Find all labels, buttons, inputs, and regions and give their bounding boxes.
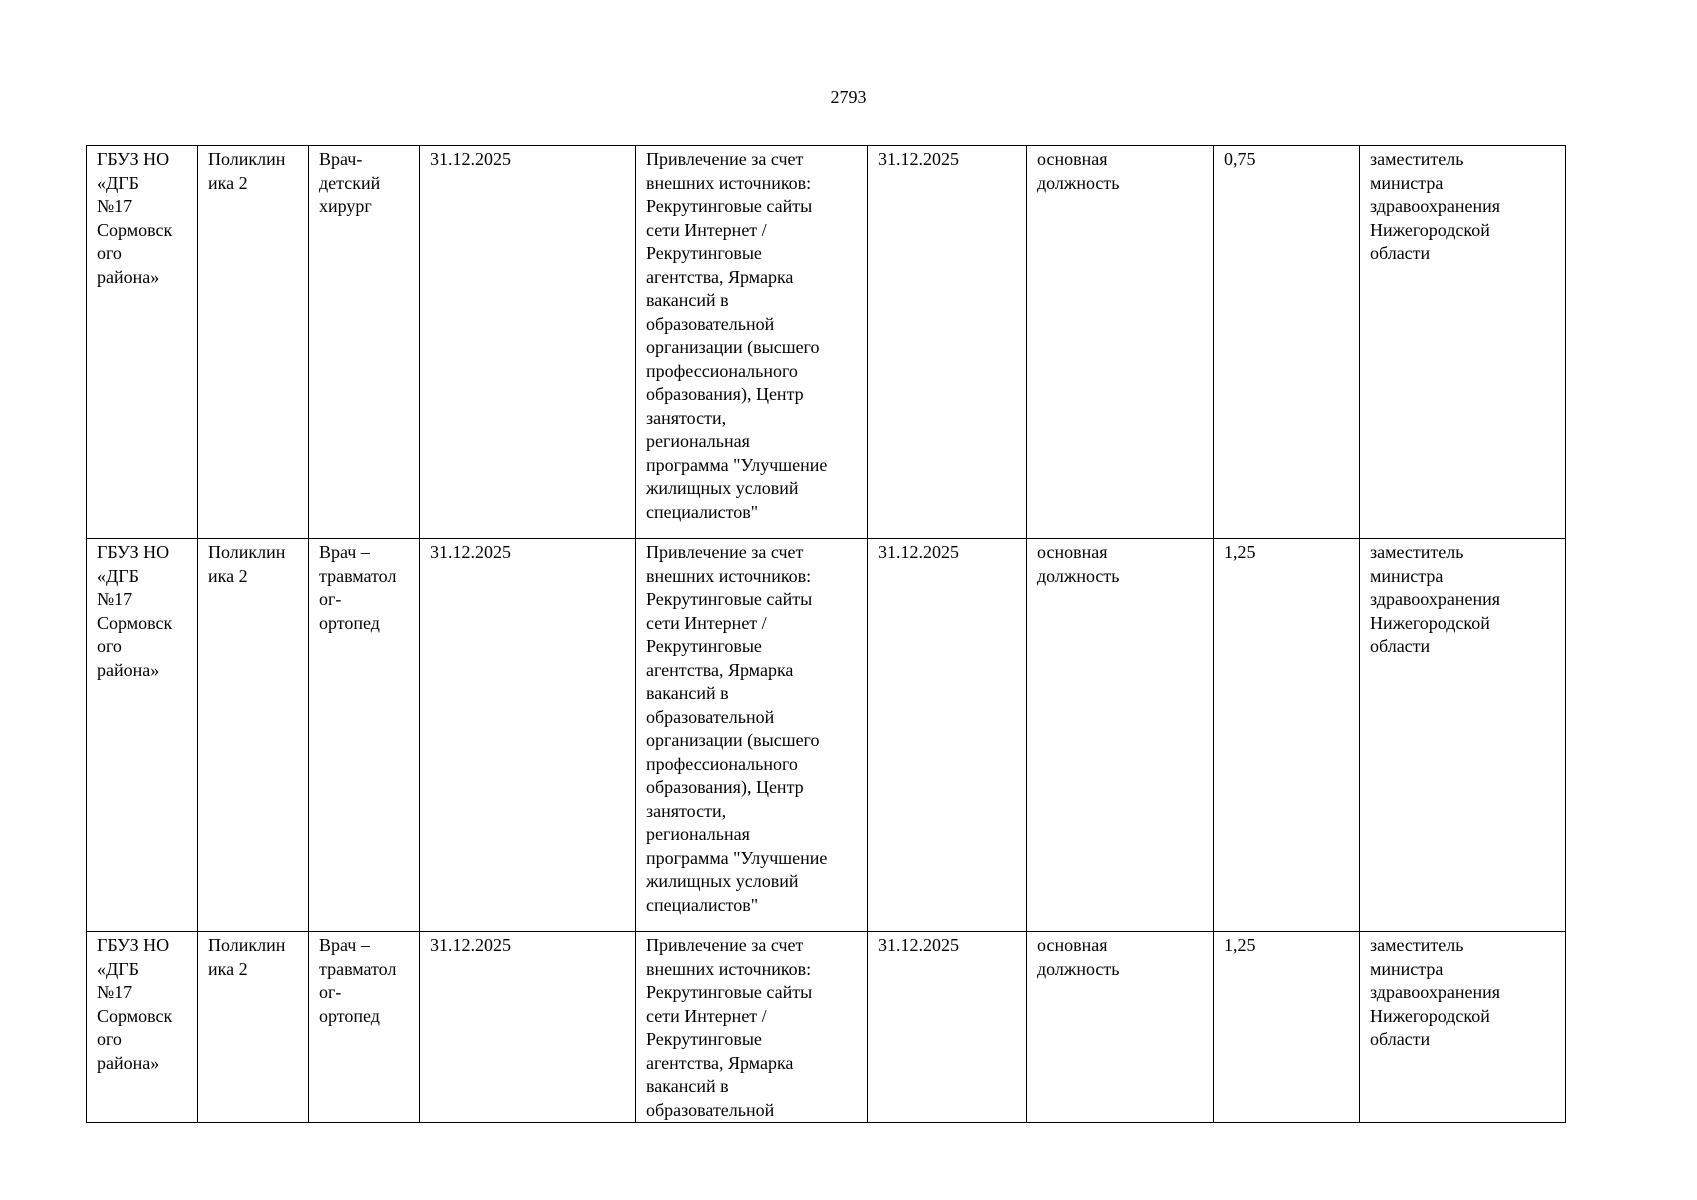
- cell-department: [198, 539, 309, 932]
- cell-department: [198, 932, 309, 1123]
- cell-date-end: [868, 539, 1027, 932]
- table-row: [87, 539, 1566, 932]
- table-row: [87, 146, 1566, 539]
- rate-text: 1,25: [1224, 935, 1256, 955]
- cell-position: [309, 932, 420, 1123]
- cell-organization: [87, 539, 198, 932]
- department-text: Поликлин ика 2: [208, 149, 286, 193]
- cell-rate: [1214, 539, 1360, 932]
- date-end-text: 31.12.2025: [878, 935, 959, 955]
- cell-date-start: [420, 539, 636, 932]
- cell-responsible: [1360, 146, 1566, 539]
- measures-text: Привлечение за счет внешних источников: Рекрутинговые сайты сети Интернет / Рекрутинговые агентства, Ярмарка вакансий в образовательной организации (высшего профессионального образования), Центр занятости, региональная программа "Улучшение жилищных условий специалистов": [646, 542, 828, 915]
- cell-organization: [87, 146, 198, 539]
- cell-position: [309, 539, 420, 932]
- position-text: Врач – травматол ог- ортопед: [319, 542, 397, 633]
- position-type-text: основная должность: [1037, 935, 1120, 979]
- cell-date-end: [868, 146, 1027, 539]
- date-end-text: 31.12.2025: [878, 149, 959, 169]
- organization-text: ГБУЗ НО «ДГБ №17 Сормовск ого района»: [97, 149, 173, 287]
- responsible-text: заместитель министра здравоохранения Нижегородской области: [1370, 149, 1501, 263]
- cell-rate: [1214, 146, 1360, 539]
- cell-measures: [636, 539, 868, 932]
- table-row: [87, 932, 1566, 1123]
- date-start-text: 31.12.2025: [430, 149, 511, 169]
- cell-department: [198, 146, 309, 539]
- date-start-text: 31.12.2025: [430, 542, 511, 562]
- cell-date-start: [420, 932, 636, 1123]
- cell-position-type: [1027, 146, 1214, 539]
- cell-date-start: [420, 146, 636, 539]
- page-number: 2793: [830, 87, 867, 107]
- organization-text: ГБУЗ НО «ДГБ №17 Сормовск ого района»: [97, 542, 173, 680]
- cell-responsible: [1360, 932, 1566, 1123]
- cell-responsible: [1360, 539, 1566, 932]
- position-type-text: основная должность: [1037, 542, 1120, 586]
- responsible-text: заместитель министра здравоохранения Нижегородской области: [1370, 542, 1501, 656]
- organization-text: ГБУЗ НО «ДГБ №17 Сормовск ого района»: [97, 935, 173, 1073]
- staffing-table: [86, 145, 1566, 1123]
- cell-organization: [87, 932, 198, 1123]
- cell-measures: [636, 146, 868, 539]
- rate-text: 0,75: [1224, 149, 1256, 169]
- date-end-text: 31.12.2025: [878, 542, 959, 562]
- position-text: Врач- детский хирург: [319, 149, 381, 216]
- cell-position: [309, 146, 420, 539]
- position-text: Врач – травматол ог- ортопед: [319, 935, 397, 1026]
- cell-position-type: [1027, 539, 1214, 932]
- responsible-text: заместитель министра здравоохранения Нижегородской области: [1370, 935, 1501, 1049]
- cell-rate: [1214, 932, 1360, 1123]
- measures-text: Привлечение за счет внешних источников: Рекрутинговые сайты сети Интернет / Рекрутинговые агентства, Ярмарка вакансий в образовательной организации (высшего профессионального образования), Центр занятости, региональная программа "Улучшение жилищных условий специалистов": [646, 149, 828, 522]
- measures-text: Привлечение за счет внешних источников: Рекрутинговые сайты сети Интернет / Рекрутинговые агентства, Ярмарка вакансий в образовательной: [646, 935, 813, 1120]
- department-text: Поликлин ика 2: [208, 935, 286, 979]
- rate-text: 1,25: [1224, 542, 1256, 562]
- date-start-text: 31.12.2025: [430, 935, 511, 955]
- cell-date-end: [868, 932, 1027, 1123]
- position-type-text: основная должность: [1037, 149, 1120, 193]
- department-text: Поликлин ика 2: [208, 542, 286, 586]
- cell-position-type: [1027, 932, 1214, 1123]
- cell-measures: [636, 932, 868, 1123]
